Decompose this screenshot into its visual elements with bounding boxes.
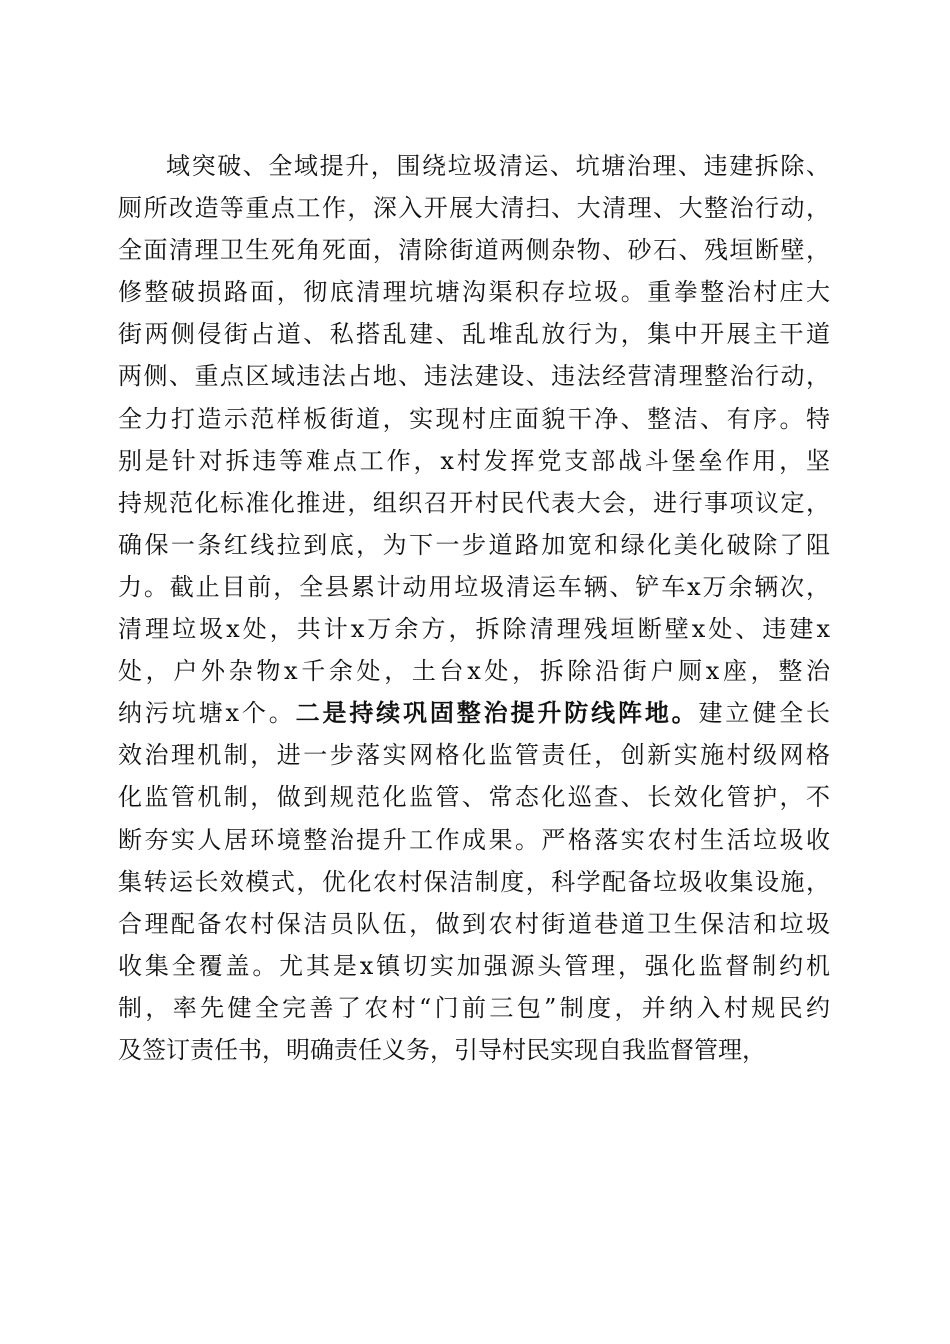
text-line-20: 收集全覆盖。尤其是x镇切实加强源头管理，强化监督制约机 [118, 951, 830, 980]
body-paragraph [118, 145, 830, 1071]
text-line-1: 域突破、全域提升，围绕垃圾清运、坑塘治理、违建拆除、 [166, 152, 830, 180]
bold-heading: 二是持续巩固整治提升防线阵地。 [295, 699, 699, 728]
text-line-19: 合理配备农村保洁员队伍，做到农村街道巷道卫生保洁和垃圾 [118, 909, 830, 938]
text-line-21: 制，率先健全完善了农村“门前三包”制度，并纳入村规民约 [118, 993, 830, 1022]
text-line-2: 厕所改造等重点工作，深入开展大清扫、大清理、大整治行动， [118, 194, 830, 223]
text-line-5: 街两侧侵街占道、私搭乱建、乱堆乱放行为，集中开展主干道 [118, 320, 830, 349]
text-line-15: 效治理机制，进一步落实网格化监管责任，创新实施村级网格 [118, 741, 830, 770]
text-line-10: 确保一条红线拉到底，为下一步道路加宽和绿化美化破除了阻 [118, 530, 830, 559]
text-line-18: 集转运长效模式，优化农村保洁制度，科学配备垃圾收集设施， [118, 867, 830, 896]
text-line-16: 化监管机制，做到规范化监管、常态化巡查、长效化管护，不 [118, 783, 830, 812]
text-line-22: 及签订责任书，明确责任义务，引导村民实现自我监督管理， [118, 1035, 766, 1064]
text-line-14-tail: 建立健全长 [698, 699, 831, 728]
text-line-14-start: 纳污坑塘x个。 [118, 699, 296, 728]
text-line-14 [118, 692, 830, 734]
text-line-8: 别是针对拆违等难点工作，x村发挥党支部战斗堡垒作用，坚 [118, 446, 830, 475]
text-line-11: 力。截止目前，全县累计动用垃圾清运车辆、铲车x万余辆次， [118, 572, 830, 601]
text-line-9: 持规范化标准化推进，组织召开村民代表大会，进行事项议定， [118, 488, 830, 517]
text-line-7: 全力打造示范样板街道，实现村庄面貌干净、整洁、有序。特 [118, 404, 830, 433]
text-line-17: 断夯实人居环境整治提升工作成果。严格落实农村生活垃圾收 [118, 825, 830, 854]
text-line-6: 两侧、重点区域违法占地、违法建设、违法经营清理整治行动， [118, 362, 830, 391]
text-line-4: 修整破损路面，彻底清理坑塘沟渠积存垃圾。重拳整治村庄大 [118, 278, 830, 307]
text-line-12: 清理垃圾x处，共计x万余方，拆除清理残垣断壁x处、违建x [118, 615, 830, 644]
text-line-13: 处，户外杂物x千余处，土台x处，拆除沿街户厕x座，整治 [118, 657, 830, 686]
text-line-3: 全面清理卫生死角死面，清除街道两侧杂物、砂石、残垣断壁， [118, 236, 830, 265]
